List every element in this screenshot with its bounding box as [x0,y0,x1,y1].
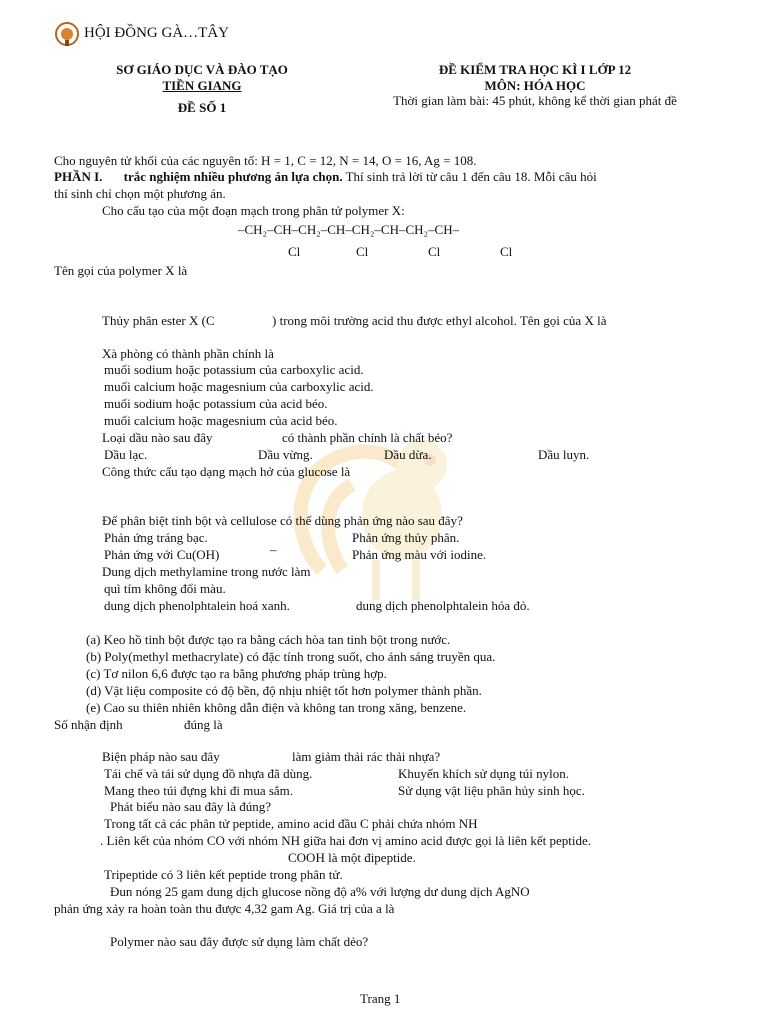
q8-statement: (b) Poly(methyl methacrylate) có đặc tính trong suốt, cho ánh sáng truyền qua. [86,649,496,664]
q6-option: Phản ứng thủy phân. [352,530,460,545]
polymer-chain-formula: –CH₂–CH–CH₂–CH–CH₂–CH–CH₂–CH– [238,222,460,237]
subscript-dash: – [270,542,277,557]
q3-option: muối sodium hoặc potassium của carboxylic acid. [104,362,364,377]
part-instructions-line2: thí sinh chỉ chọn một phương án. [54,186,226,201]
q9-option: Khuyến khích sử dụng túi nylon. [398,766,569,781]
q3-stem: Xà phòng có thành phần chính là [102,346,274,361]
q8-statement: (e) Cao su thiên nhiên không dẫn điện và không tan trong xăng, benzene. [86,700,467,715]
q8-statement: (c) Tơ nilon 6,6 được tạo ra bằng phương pháp trùng hợp. [86,666,387,681]
q7-option: quì tím không đổi màu. [104,581,226,596]
q4-option: Dầu dừa. [384,447,432,462]
exam-title: ĐỀ KIỂM TRA HỌC KÌ I LỚP 12 [438,62,632,77]
q7-option: dung dịch phenolphtalein hoá xanh. [104,598,290,613]
q8-ask-a: Số nhận định [54,717,123,732]
q4-option: Dầu lạc. [104,447,148,462]
exam-subject: MÔN: HÓA HỌC [484,78,586,93]
q8-ask-b: đúng là [184,717,223,732]
part-title: trắc nghiệm nhiều phương án lựa chọn. [123,169,343,184]
q4-option: Dầu vừng. [258,447,313,462]
org-name: HỘI ĐỒNG GÀ…TÂY [84,25,229,41]
chlorine-label: Cl [288,244,301,259]
q7-stem: Dung dịch methylamine trong nước làm [102,564,311,579]
q4-stem-a: Loại dầu nào sau đây [102,430,213,445]
q4-option: Dầu luyn. [538,447,590,462]
q12-stem: Polymer nào sau đây được sử dụng làm chất dẻo? [110,934,369,949]
q10-option: Trong tất cả các phân tử peptide, amino acid đầu C phải chứa nhóm NH [104,816,478,831]
dept-line1: SƠ GIÁO DỤC VÀ ĐÀO TẠO [116,62,288,77]
q9-stem-a: Biện pháp nào sau đây [102,749,220,764]
q2-stem-a: Thủy phân ester X (C [102,313,215,328]
q3-option: muối calcium hoặc magesnium của acid béo. [104,413,338,428]
q6-option: Phản ứng tráng bạc. [104,530,208,545]
q10-stem: Phát biểu nào sau đây là đúng? [110,799,272,814]
q6-stem: Để phân biệt tinh bột và cellulose có thể dùng phản ứng nào sau đây? [102,513,463,528]
q9-option: Tái chế và tái sử dụng đồ nhựa đã dùng. [104,766,313,781]
dept-line2: TIỀN GIANG [162,78,242,93]
q5-stem: Công thức cấu tạo dạng mạch hở của glucose là [102,464,351,479]
chlorine-label: Cl [428,244,441,259]
q4-stem-b: có thành phần chính là chất béo? [282,430,453,445]
q1-stem: Cho cấu tạo của một đoạn mạch trong phân tử polymer X: [102,203,405,218]
q3-option: muối calcium hoặc magesnium của carboxylic acid. [104,379,374,394]
chlorine-label: Cl [500,244,513,259]
q1-question: Tên gọi của polymer X là [54,263,188,278]
q9-option: Mang theo túi đựng khi đi mua sắm. [104,783,294,798]
q10-option: COOH là một đipeptide. [288,850,416,865]
q11-line1: Đun nóng 25 gam dung dịch glucose nồng độ a% với lượng dư dung dịch AgNO [110,884,530,899]
part-instructions: Thí sinh trả lời từ câu 1 đến câu 18. Mỗi câu hỏi [342,169,597,184]
part-label: PHẦN I. [54,169,103,184]
exam-code: ĐỀ SỐ 1 [177,100,227,115]
turkey-logo-icon [54,22,80,48]
exam-time: Thời gian làm bài: 45 phút, không kể thời gian phát đề [393,93,677,108]
q8-statement: (a) Keo hồ tinh bột được tạo ra bằng cách hòa tan tinh bột trong nước. [86,632,451,647]
q6-option: Phản ứng màu với iodine. [352,547,487,562]
q10-option: . Liên kết của nhóm CO với nhóm NH giữa hai đơn vị amino acid được gọi là liên kết peptide. [100,833,592,848]
q11-line2: phản ứng xảy ra hoàn toàn thu được 4,32 gam Ag. Giá trị của a là [54,901,395,916]
q3-option: muối sodium hoặc potassium của acid béo. [104,396,328,411]
q7-option: dung dịch phenolphtalein hóa đỏ. [356,598,530,613]
q10-option: Tripeptide có 3 liên kết peptide trong phân tử. [104,867,343,882]
q9-option: Sử dụng vật liệu phân hủy sinh học. [398,783,585,798]
q9-stem-b: làm giảm thải rác thải nhựa? [292,749,441,764]
q8-statement: (d) Vật liệu composite có độ bền, độ nhịu nhiệt tốt hơn polymer thành phần. [86,683,482,698]
atomic-masses: Cho nguyên tử khối của các nguyên tố: H = 1, C = 12, N = 14, O = 16, Ag = 108. [54,153,477,168]
q2-stem-b: ) trong môi trường acid thu được ethyl alcohol. Tên gọi của X là [272,313,607,328]
page-number: Trang 1 [360,991,401,1006]
chlorine-label: Cl [356,244,369,259]
q6-option: Phản ứng với Cu(OH) [104,547,220,562]
